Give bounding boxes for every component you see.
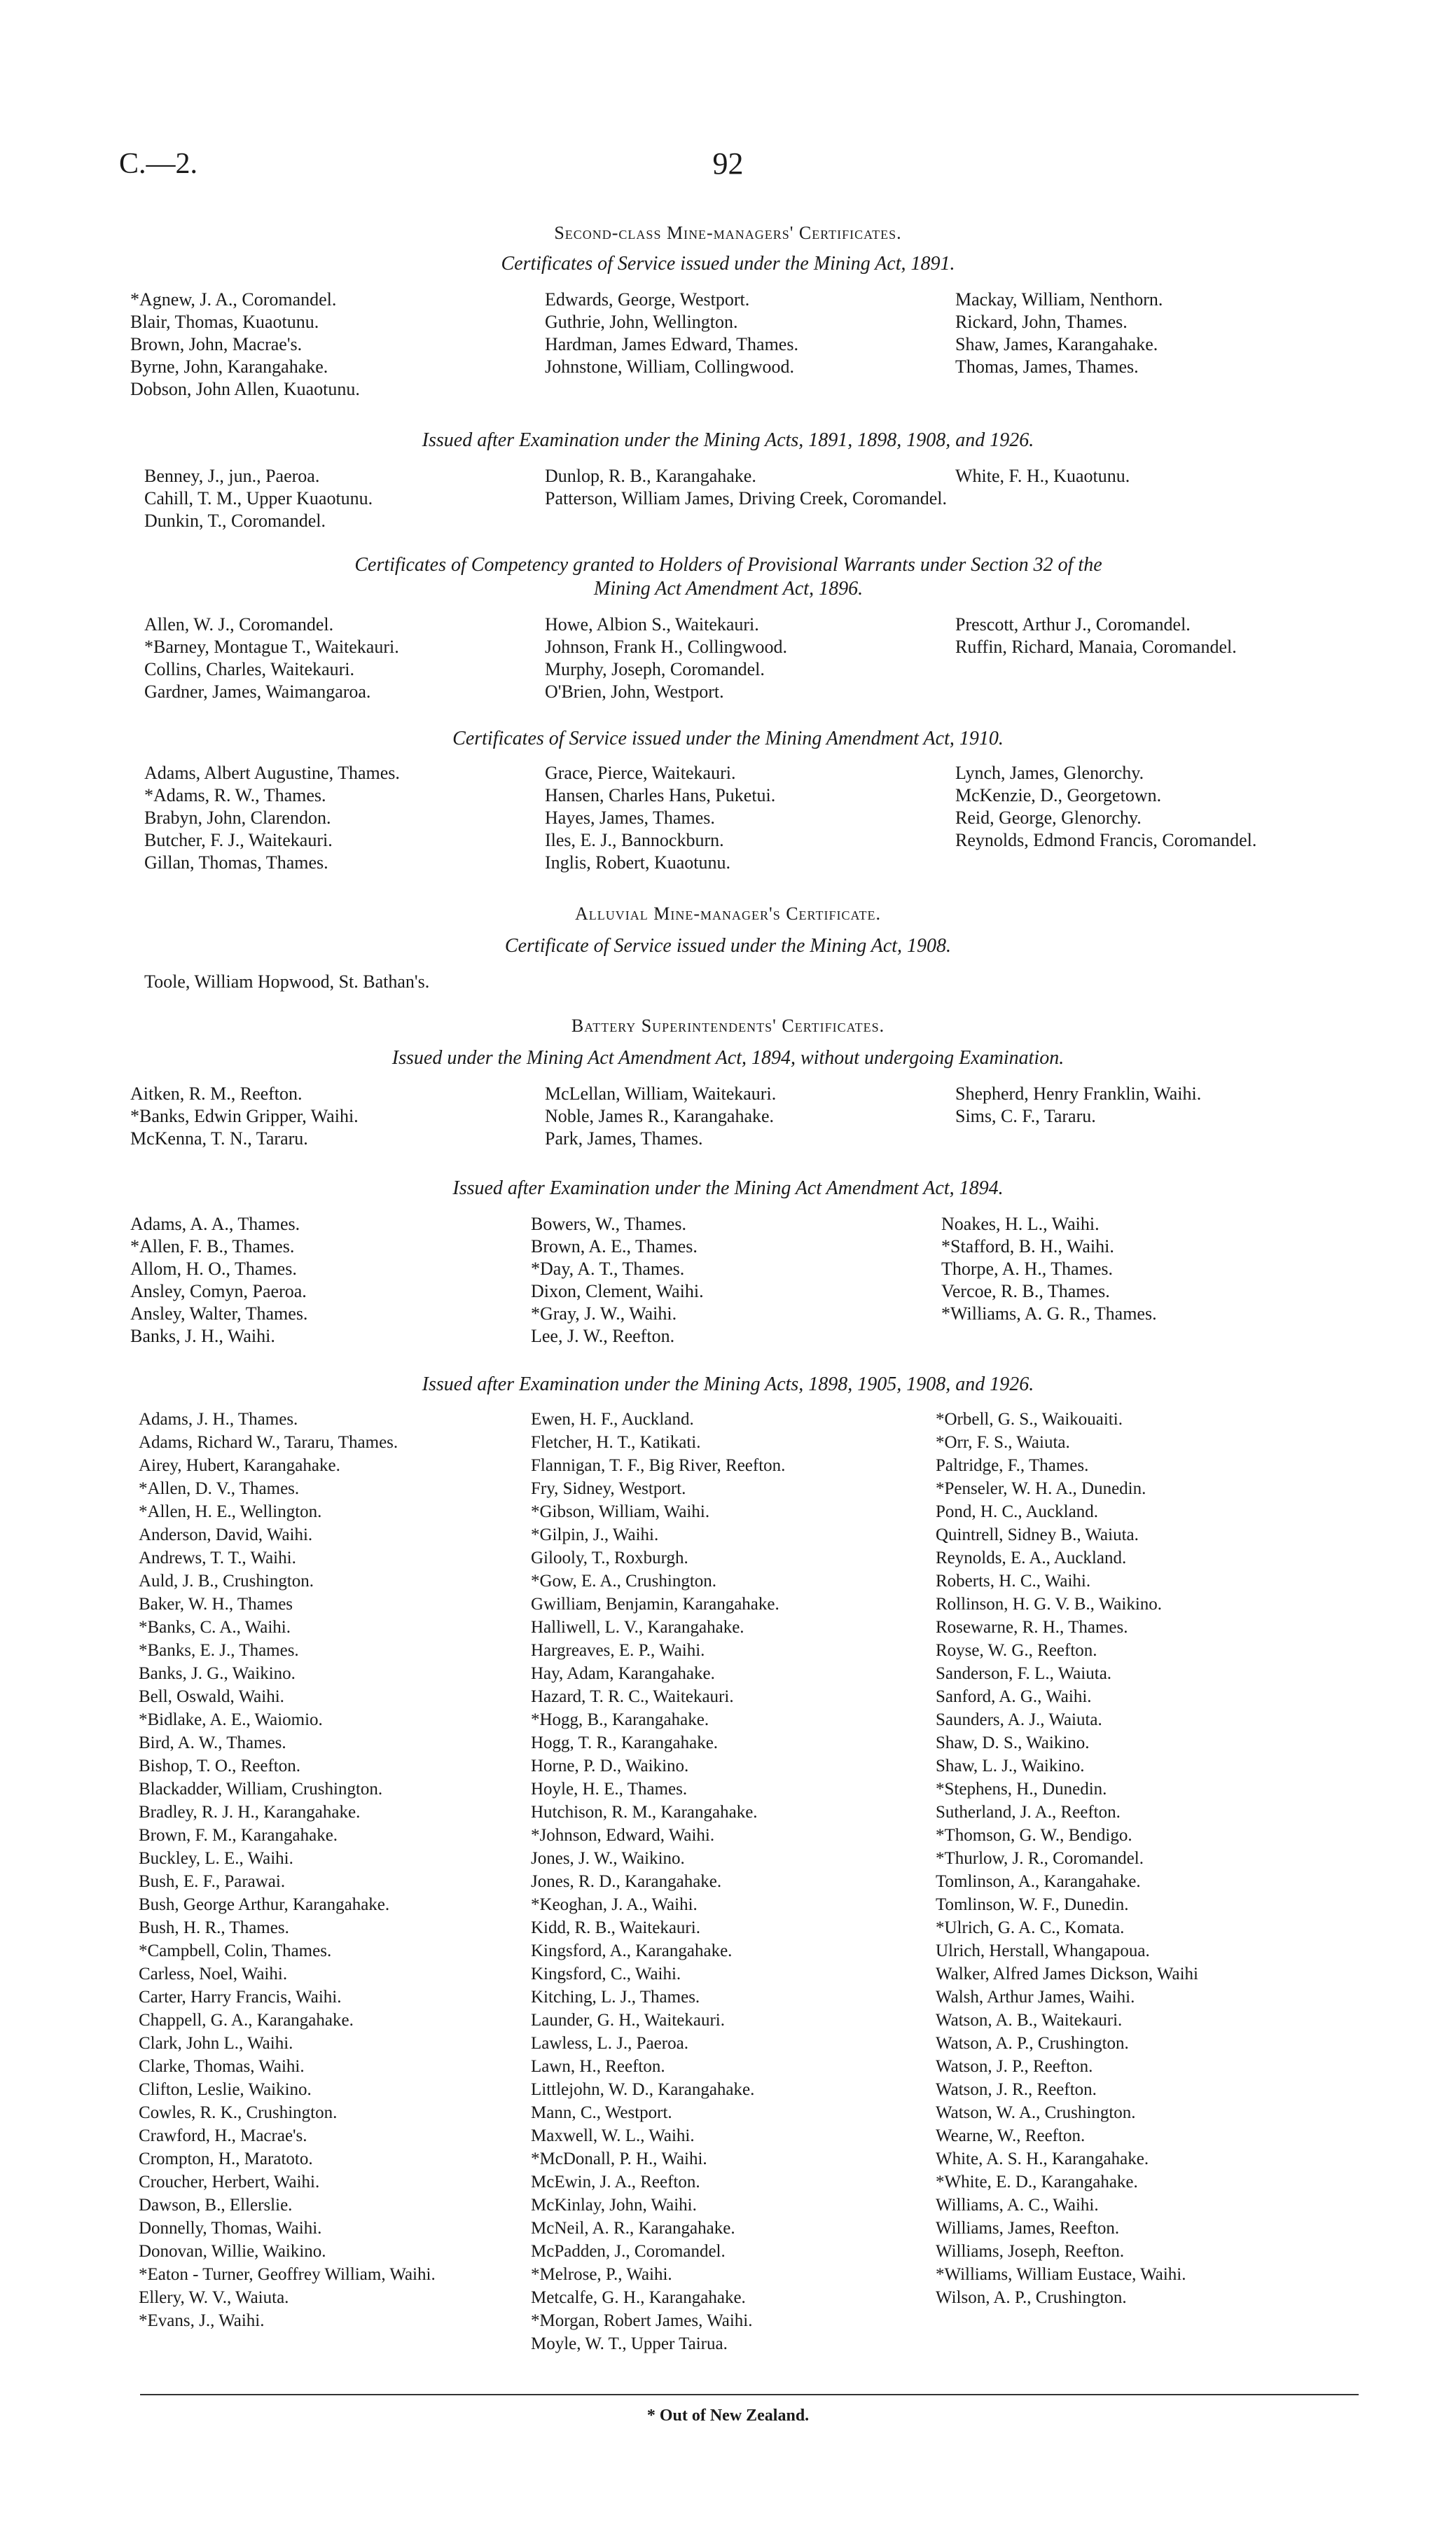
name-entry: Quintrell, Sidney B., Waiuta. xyxy=(936,1525,1139,1544)
name-entry: Iles, E. J., Bannockburn. xyxy=(545,830,724,850)
name-entry: *Barney, Montague T., Waitekauri. xyxy=(144,637,399,657)
name-column xyxy=(936,1408,1384,2309)
name-entry: *Gray, J. W., Waihi. xyxy=(531,1303,677,1324)
name-entry: Bird, A. W., Thames. xyxy=(139,1733,286,1752)
name-entry: Johnstone, William, Collingwood. xyxy=(545,356,794,377)
name-entry: Dixon, Clement, Waihi. xyxy=(531,1281,704,1301)
name-entry: Walker, Alfred James Dickson, Waihi xyxy=(936,1965,1198,1983)
subsection-title: Issued under the Mining Act Amendment Act, 1894, without undergoing Examination. xyxy=(391,1047,1065,1069)
name-column xyxy=(130,289,522,401)
name-entry: Wearne, W., Reefton. xyxy=(936,2126,1086,2145)
name-entry: Jones, R. D., Karangahake. xyxy=(531,1872,722,1891)
name-entry: Gilooly, T., Roxburgh. xyxy=(531,1549,688,1567)
name-entry: Carter, Harry Francis, Waihi. xyxy=(139,1988,342,2007)
name-entry: Johnson, Frank H., Collingwood. xyxy=(545,637,787,657)
name-entry: McKenzie, D., Georgetown. xyxy=(955,785,1162,805)
name-entry: Reynolds, E. A., Auckland. xyxy=(936,1549,1127,1567)
name-column xyxy=(545,614,937,703)
name-entry: Shaw, L. J., Waikino. xyxy=(936,1757,1085,1775)
name-entry: Airey, Hubert, Karangahake. xyxy=(139,1456,340,1475)
name-entry: McPadden, J., Coromandel. xyxy=(531,2242,726,2261)
name-entry: Blair, Thomas, Kuaotunu. xyxy=(130,312,319,332)
name-entry: McNeil, A. R., Karangahake. xyxy=(531,2219,735,2238)
name-entry: Dunkin, T., Coromandel. xyxy=(144,511,326,531)
name-column xyxy=(139,1408,531,2332)
name-entry: Shaw, James, Karangahake. xyxy=(955,334,1158,354)
name-entry: Ewen, H. F., Auckland. xyxy=(531,1410,694,1429)
name-entry: Chappell, G. A., Karangahake. xyxy=(139,2011,354,2030)
name-entry: *Penseler, W. H. A., Dunedin. xyxy=(936,1479,1146,1498)
name-entry: Hansen, Charles Hans, Puketui. xyxy=(545,785,776,805)
name-entry: Littlejohn, W. D., Karangahake. xyxy=(531,2080,755,2099)
name-entry: Hayes, James, Thames. xyxy=(545,808,715,828)
name-entry: Brown, John, Macrae's. xyxy=(130,334,303,354)
name-column xyxy=(545,465,947,510)
name-entry: Carless, Noel, Waihi. xyxy=(139,1965,288,1983)
name-entry: *Bidlake, A. E., Waiomio. xyxy=(139,1710,323,1729)
name-entry: Allen, W. J., Coromandel. xyxy=(144,614,334,635)
name-column xyxy=(955,289,1347,378)
name-entry: Donnelly, Thomas, Waihi. xyxy=(139,2219,322,2238)
name-entry: Rosewarne, R. H., Thames. xyxy=(936,1618,1128,1637)
name-column xyxy=(130,1083,522,1150)
name-entry: *Thomson, G. W., Bendigo. xyxy=(936,1826,1132,1845)
name-entry: Saunders, A. J., Waiuta. xyxy=(936,1710,1102,1729)
name-entry: Adams, J. H., Thames. xyxy=(139,1410,298,1429)
name-column xyxy=(955,614,1375,658)
name-entry: *Orbell, G. S., Waikouaiti. xyxy=(936,1410,1123,1429)
name-entry: *Gibson, William, Waihi. xyxy=(531,1502,710,1521)
name-column xyxy=(545,1083,937,1150)
page-number: 92 xyxy=(712,146,744,181)
name-entry: Noble, James R., Karangahake. xyxy=(545,1106,775,1126)
name-entry: Horne, P. D., Waikino. xyxy=(531,1757,689,1775)
name-entry: Wilson, A. P., Crushington. xyxy=(936,2288,1127,2307)
name-entry: *Johnson, Edward, Waihi. xyxy=(531,1826,715,1845)
name-entry: Anderson, David, Waihi. xyxy=(139,1525,313,1544)
name-entry: *Morgan, Robert James, Waihi. xyxy=(531,2311,753,2330)
name-entry: Lee, J. W., Reefton. xyxy=(531,1326,675,1346)
name-entry: Byrne, John, Karangahake. xyxy=(130,356,328,377)
name-entry: *Gilpin, J., Waihi. xyxy=(531,1525,659,1544)
name-entry: Rollinson, H. G. V. B., Waikino. xyxy=(936,1595,1163,1614)
name-entry: White, F. H., Kuaotunu. xyxy=(955,466,1130,486)
name-entry: Hardman, James Edward, Thames. xyxy=(545,334,798,354)
name-entry: Vercoe, R. B., Thames. xyxy=(941,1281,1110,1301)
name-entry: Ellery, W. V., Waiuta. xyxy=(139,2288,289,2307)
name-column xyxy=(955,762,1368,852)
name-entry: *Williams, A. G. R., Thames. xyxy=(941,1303,1157,1324)
name-entry: Howe, Albion S., Waitekauri. xyxy=(545,614,759,635)
name-entry: Blackadder, William, Crushington. xyxy=(139,1780,383,1799)
name-entry: Walsh, Arthur James, Waihi. xyxy=(936,1988,1135,2007)
name-entry: Watson, A. B., Waitekauri. xyxy=(936,2011,1123,2030)
name-entry: *Melrose, P., Waihi. xyxy=(531,2265,672,2284)
name-column xyxy=(545,762,937,874)
name-entry: Watson, A. P., Crushington. xyxy=(936,2034,1129,2053)
name-entry: Shaw, D. S., Waikino. xyxy=(936,1733,1090,1752)
name-entry: Crompton, H., Maratoto. xyxy=(139,2149,313,2168)
name-entry: Bishop, T. O., Reefton. xyxy=(139,1757,301,1775)
name-entry: Watson, J. P., Reefton. xyxy=(936,2057,1093,2076)
name-entry: Adams, Richard W., Tararu, Thames. xyxy=(139,1433,398,1452)
name-entry: *Allen, F. B., Thames. xyxy=(130,1236,295,1256)
name-entry: McLellan, William, Waitekauri. xyxy=(545,1083,777,1104)
name-entry: Collins, Charles, Waitekauri. xyxy=(144,659,354,679)
name-entry: Banks, J. H., Waihi. xyxy=(130,1326,275,1346)
name-entry: Mackay, William, Nenthorn. xyxy=(955,289,1163,310)
name-entry: Bush, George Arthur, Karangahake. xyxy=(139,1895,390,1914)
name-entry: *Gow, E. A., Crushington. xyxy=(531,1572,717,1591)
name-entry: Buckley, L. E., Waihi. xyxy=(139,1849,293,1868)
name-entry: Hay, Adam, Karangahake. xyxy=(531,1664,715,1683)
name-entry: *Banks, Edwin Gripper, Waihi. xyxy=(130,1106,359,1126)
name-entry: Flannigan, T. F., Big River, Reefton. xyxy=(531,1456,786,1475)
name-entry: Banks, J. G., Waikino. xyxy=(139,1664,296,1683)
name-entry: O'Brien, John, Westport. xyxy=(545,681,724,702)
name-entry: Lynch, James, Glenorchy. xyxy=(955,763,1144,783)
subsection-title: Issued after Examination under the Mining Acts, 1891, 1898, 1908, and 1926. xyxy=(422,429,1034,451)
name-entry: Allom, H. O., Thames. xyxy=(130,1259,297,1279)
name-entry: Sanford, A. G., Waihi. xyxy=(936,1687,1092,1706)
name-entry: Ansley, Walter, Thames. xyxy=(130,1303,308,1324)
name-entry: Dobson, John Allen, Kuaotunu. xyxy=(130,379,360,399)
name-entry: *Banks, E. J., Thames. xyxy=(139,1641,299,1660)
name-entry: Halliwell, L. V., Karangahake. xyxy=(531,1618,744,1637)
name-entry: Hoyle, H. E., Thames. xyxy=(531,1780,688,1799)
name-entry: Murphy, Joseph, Coromandel. xyxy=(545,659,765,679)
name-entry: Reynolds, Edmond Francis, Coromandel. xyxy=(955,830,1257,850)
name-entry: Shepherd, Henry Franklin, Waihi. xyxy=(955,1083,1202,1104)
name-entry: Baker, W. H., Thames xyxy=(139,1595,293,1614)
name-entry: Kingsford, C., Waihi. xyxy=(531,1965,681,1983)
name-entry: Hazard, T. R. C., Waitekauri. xyxy=(531,1687,734,1706)
name-entry: Cowles, R. K., Crushington. xyxy=(139,2103,338,2122)
name-entry: Clark, John L., Waihi. xyxy=(139,2034,293,2053)
name-column xyxy=(955,1083,1347,1128)
name-column xyxy=(941,1213,1333,1325)
name-entry: Kitching, L. J., Thames. xyxy=(531,1988,700,2007)
name-entry: Ansley, Comyn, Paeroa. xyxy=(130,1281,307,1301)
name-entry: Williams, James, Reefton. xyxy=(936,2219,1120,2238)
name-entry: *Stafford, B. H., Waihi. xyxy=(941,1236,1114,1256)
name-entry: Gwilliam, Benjamin, Karangahake. xyxy=(531,1595,779,1614)
name-entry: Sutherland, J. A., Reefton. xyxy=(936,1803,1121,1822)
name-entry: *White, E. D., Karangahake. xyxy=(936,2173,1138,2192)
name-entry: Kingsford, A., Karangahake. xyxy=(531,1941,733,1960)
name-entry: Adams, A. A., Thames. xyxy=(130,1214,300,1234)
name-entry: *Agnew, J. A., Coromandel. xyxy=(130,289,337,310)
name-entry: Pond, H. C., Auckland. xyxy=(936,1502,1098,1521)
name-entry: *Banks, C. A., Waihi. xyxy=(139,1618,291,1637)
name-column xyxy=(531,1408,923,2355)
name-entry: *McDonall, P. H., Waihi. xyxy=(531,2149,707,2168)
name-entry: Adams, Albert Augustine, Thames. xyxy=(144,763,400,783)
name-entry: Cahill, T. M., Upper Kuaotunu. xyxy=(144,488,373,508)
name-entry: Park, James, Thames. xyxy=(545,1128,703,1149)
name-entry: Thorpe, A. H., Thames. xyxy=(941,1259,1114,1279)
name-entry: Gillan, Thomas, Thames. xyxy=(144,852,328,873)
name-column xyxy=(144,762,536,874)
document-reference: C.—2. xyxy=(119,148,198,180)
name-entry: Bowers, W., Thames. xyxy=(531,1214,686,1234)
name-entry: *Allen, D. V., Thames. xyxy=(139,1479,300,1498)
footnote: * Out of New Zealand. xyxy=(646,2407,810,2425)
subsection-title: Certificates of Competency granted to Holders of Provisional Warrants under Section 32 of the Mining Act Amendment Act, 1896. xyxy=(354,554,1102,600)
name-entry: Hargreaves, E. P., Waihi. xyxy=(531,1641,705,1660)
name-entry: Moyle, W. T., Upper Tairua. xyxy=(531,2334,728,2353)
name-entry: Bush, H. R., Thames. xyxy=(139,1918,289,1937)
name-entry: *Evans, J., Waihi. xyxy=(139,2311,265,2330)
name-entry: Noakes, H. L., Waihi. xyxy=(941,1214,1100,1234)
name-entry: *Keoghan, J. A., Waihi. xyxy=(531,1895,698,1914)
subsection-title: Certificate of Service issued under the Mining Act, 1908. xyxy=(504,935,952,957)
name-entry: Croucher, Herbert, Waihi. xyxy=(139,2173,320,2192)
name-entry: *Ulrich, G. A. C., Komata. xyxy=(936,1918,1125,1937)
name-entry: White, A. S. H., Karangahake. xyxy=(936,2149,1149,2168)
name-entry: Launder, G. H., Waitekauri. xyxy=(531,2011,725,2030)
name-entry: Sanderson, F. L., Waiuta. xyxy=(936,1664,1112,1683)
name-entry: Maxwell, W. L., Waihi. xyxy=(531,2126,695,2145)
subsection-title: Issued after Examination under the Mining Acts, 1898, 1905, 1908, and 1926. xyxy=(422,1373,1034,1395)
name-entry: *Stephens, H., Dunedin. xyxy=(936,1780,1107,1799)
name-entry: Bell, Oswald, Waihi. xyxy=(139,1687,284,1706)
name-entry: *Campbell, Colin, Thames. xyxy=(139,1941,332,1960)
name-entry: Brown, A. E., Thames. xyxy=(531,1236,698,1256)
name-entry: Dawson, B., Ellerslie. xyxy=(139,2196,293,2215)
name-entry: Clarke, Thomas, Waihi. xyxy=(139,2057,305,2076)
name-entry: Aitken, R. M., Reefton. xyxy=(130,1083,303,1104)
name-entry: Kidd, R. B., Waitekauri. xyxy=(531,1918,700,1937)
name-entry: Prescott, Arthur J., Coromandel. xyxy=(955,614,1191,635)
name-entry: Jones, J. W., Waikino. xyxy=(531,1849,685,1868)
name-column xyxy=(130,1213,522,1348)
name-entry: Benney, J., jun., Paeroa. xyxy=(144,466,320,486)
name-entry: Patterson, William James, Driving Creek, Coromandel. xyxy=(545,488,947,508)
name-entry: Clifton, Leslie, Waikino. xyxy=(139,2080,312,2099)
name-entry: Fry, Sidney, Westport. xyxy=(531,1479,686,1498)
name-entry: Bradley, R. J. H., Karangahake. xyxy=(139,1803,361,1822)
name-entry: Royse, W. G., Reefton. xyxy=(936,1641,1097,1660)
section-title: Second-class Mine-managers' Certificates. xyxy=(554,223,902,243)
subsection-title: Certificates of Service issued under the Mining Amendment Act, 1910. xyxy=(452,728,1004,749)
name-column xyxy=(955,465,1347,487)
name-entry: Donovan, Willie, Waikino. xyxy=(139,2242,326,2261)
name-entry: *Adams, R. W., Thames. xyxy=(144,785,326,805)
name-entry: Gardner, James, Waimangaroa. xyxy=(144,681,371,702)
name-entry: Watson, W. A., Crushington. xyxy=(936,2103,1136,2122)
name-entry: Inglis, Robert, Kuaotunu. xyxy=(545,852,731,873)
name-entry: *Allen, H. E., Wellington. xyxy=(139,1502,322,1521)
name-entry: McEwin, J. A., Reefton. xyxy=(531,2173,700,2192)
name-entry: Lawless, L. J., Paeroa. xyxy=(531,2034,688,2053)
name-entry: *Orr, F. S., Waiuta. xyxy=(936,1433,1070,1452)
section-title: Alluvial Mine-manager's Certificate. xyxy=(575,903,881,924)
name-entry: Hutchison, R. M., Karangahake. xyxy=(531,1803,758,1822)
name-entry: Brown, F. M., Karangahake. xyxy=(139,1826,338,1845)
subsection-title: Issued after Examination under the Mining Act Amendment Act, 1894. xyxy=(452,1177,1004,1199)
name-entry: Williams, Joseph, Reefton. xyxy=(936,2242,1125,2261)
name-entry: Butcher, F. J., Waitekauri. xyxy=(144,830,333,850)
name-entry: Williams, A. C., Waihi. xyxy=(936,2196,1099,2215)
name-entry: Tomlinson, A., Karangahake. xyxy=(936,1872,1141,1891)
name-entry: Ruffin, Richard, Manaia, Coromandel. xyxy=(955,637,1237,657)
name-column xyxy=(144,971,635,993)
name-entry: Crawford, H., Macrae's. xyxy=(139,2126,307,2145)
name-entry: Dunlop, R. B., Karangahake. xyxy=(545,466,756,486)
name-entry: Mann, C., Westport. xyxy=(531,2103,672,2122)
name-entry: McKinlay, John, Waihi. xyxy=(531,2196,697,2215)
name-column xyxy=(144,614,536,703)
name-entry: Thomas, James, Thames. xyxy=(955,356,1139,377)
name-entry: Hogg, T. R., Karangahake. xyxy=(531,1733,719,1752)
name-entry: *Thurlow, J. R., Coromandel. xyxy=(936,1849,1144,1868)
name-entry: *Williams, William Eustace, Waihi. xyxy=(936,2265,1186,2284)
name-entry: Watson, J. R., Reefton. xyxy=(936,2080,1097,2099)
name-entry: Edwards, George, Westport. xyxy=(545,289,750,310)
name-entry: McKenna, T. N., Tararu. xyxy=(130,1128,308,1149)
name-entry: Bush, E. F., Parawai. xyxy=(139,1872,286,1891)
name-entry: *Eaton - Turner, Geoffrey William, Waihi. xyxy=(139,2265,436,2284)
name-entry: Sims, C. F., Tararu. xyxy=(955,1106,1096,1126)
name-entry: Guthrie, John, Wellington. xyxy=(545,312,738,332)
name-entry: *Day, A. T., Thames. xyxy=(531,1259,685,1279)
subsection-title: Certificates of Service issued under the Mining Act, 1891. xyxy=(501,253,955,275)
name-entry: Lawn, H., Reefton. xyxy=(531,2057,665,2076)
name-entry: Reid, George, Glenorchy. xyxy=(955,808,1142,828)
section-title: Battery Superintendents' Certificates. xyxy=(571,1016,885,1036)
name-entry: Auld, J. B., Crushington. xyxy=(139,1572,314,1591)
name-column xyxy=(545,289,937,378)
footnote-divider xyxy=(140,2394,1359,2395)
name-column xyxy=(144,465,536,532)
name-entry: Metcalfe, G. H., Karangahake. xyxy=(531,2288,746,2307)
name-entry: Fletcher, H. T., Katikati. xyxy=(531,1433,701,1452)
name-entry: Andrews, T. T., Waihi. xyxy=(139,1549,296,1567)
name-entry: Tomlinson, W. F., Dunedin. xyxy=(936,1895,1129,1914)
name-entry: Paltridge, F., Thames. xyxy=(936,1456,1089,1475)
name-column xyxy=(531,1213,923,1348)
name-entry: Brabyn, John, Clarendon. xyxy=(144,808,331,828)
name-entry: Ulrich, Herstall, Whangapoua. xyxy=(936,1941,1150,1960)
name-entry: Rickard, John, Thames. xyxy=(955,312,1128,332)
name-entry: Toole, William Hopwood, St. Bathan's. xyxy=(144,971,430,992)
name-entry: Grace, Pierce, Waitekauri. xyxy=(545,763,736,783)
name-entry: Roberts, H. C., Waihi. xyxy=(936,1572,1091,1591)
name-entry: *Hogg, B., Karangahake. xyxy=(531,1710,709,1729)
